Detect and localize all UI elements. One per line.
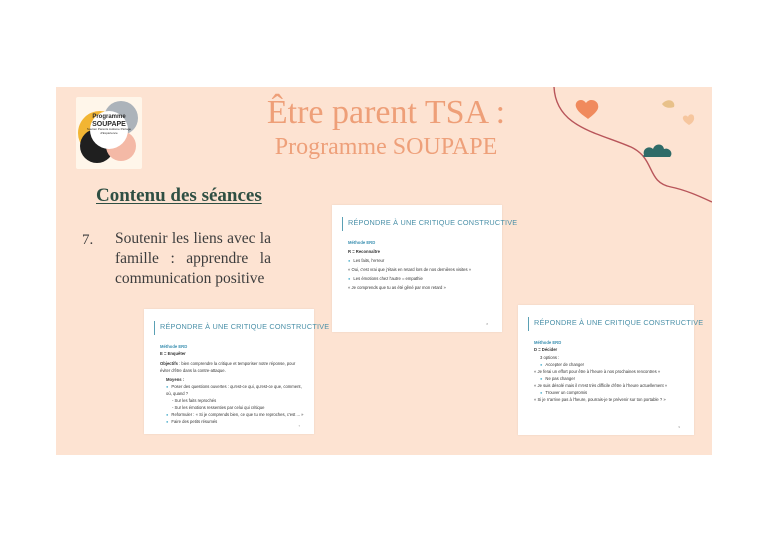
- card-page-number: 7: [298, 424, 300, 428]
- card-bullet: ● Accepter de changer: [534, 361, 686, 368]
- card-quote: « Si je n'arrive pas à l'heure, pourrais-je te prévenir sur ton portable ? »: [534, 397, 666, 402]
- card-title: RÉPONDRE À UNE CRITIQUE CONSTRUCTIVE: [160, 322, 330, 331]
- slide-thumbnail-reconnaitre: [332, 205, 518, 332]
- slide-thumbnail-decider: [518, 305, 704, 435]
- section-heading: Contenu des séances: [96, 185, 262, 206]
- list-item-text: Soutenir les liens avec la famille : apprendre la communication positive: [115, 230, 271, 287]
- logo-tagline: Soutien Parents Autisme Partage d'Expérience: [86, 127, 132, 135]
- card-title: RÉPONDRE À UNE CRITIQUE CONSTRUCTIVE: [534, 318, 704, 327]
- card-method: Méthode ERD: [348, 240, 376, 245]
- programme-logo: [76, 97, 142, 169]
- card-body: [160, 343, 306, 425]
- card-page-number: 9: [678, 425, 680, 429]
- list-item-number: 7.: [82, 232, 94, 248]
- card-accent-bar: [342, 217, 343, 231]
- logo-line2: SOUPAPE: [92, 121, 126, 128]
- card-quote: « Je comprends que tu as été gêné par mon retard »: [348, 285, 446, 290]
- card-accent-bar: [528, 317, 529, 331]
- slide: [56, 87, 712, 455]
- heart-icon: [576, 100, 599, 119]
- card-bullet: ● Ne pas changer: [534, 375, 686, 382]
- card-sub-bullet: - Sur les émotions ressenties par celui qui critique: [172, 405, 265, 410]
- leaf-icon: [662, 100, 674, 108]
- card-title: RÉPONDRE À UNE CRITIQUE CONSTRUCTIVE: [348, 218, 518, 227]
- slide-thumbnail-enqueter: [144, 309, 330, 434]
- card-accent-bar: [154, 321, 155, 335]
- objectif-label: Objectifs: [160, 361, 178, 366]
- card-bullet: ● Poser des questions ouvertes : qu'est-ce qui, qu'est-ce que, comment, où, quand ?: [160, 383, 306, 397]
- card-bullet: ● Les émotions chez l'autre = empathie: [348, 275, 494, 282]
- card-page-number: 8: [486, 322, 488, 326]
- small-heart-icon: [683, 114, 694, 125]
- slide-subtitle: Programme SOUPAPE: [274, 134, 498, 160]
- cloud-icon: [643, 145, 671, 158]
- card-method: Méthode ERD: [160, 344, 188, 349]
- card-quote: « Oui, c'est vrai que j'étais en retard lors de nos dernières visites »: [348, 267, 472, 272]
- card-step: R = Reconnaître: [348, 249, 380, 254]
- logo-line1: Programme: [92, 114, 126, 120]
- card-bullet: ● Les faits, l'erreur: [348, 257, 494, 264]
- card-bullet: ● Reformuler : « Si je comprends bien, ce que tu me reproches, c'est ... »: [160, 411, 306, 418]
- card-quote: « Je suis désolé mais il m'est très difficile d'être à l'heure actuellement »: [534, 383, 668, 388]
- card-body: [534, 339, 686, 403]
- card-objectif: [160, 360, 306, 374]
- decorative-curve-icon: [536, 87, 712, 207]
- logo-text: [84, 114, 134, 135]
- card-options: 3 options :: [540, 355, 560, 360]
- card-moyens: Moyens :: [166, 377, 185, 382]
- card-bullet: ● Faire des petits résumés: [160, 418, 306, 425]
- objectif-text: : bien comprendre la critique et temporiser notre réponse, pour éviter d'être dans la contre-attaque.: [160, 361, 296, 373]
- card-method: Méthode ERD: [534, 340, 562, 345]
- card-step: E = Enquêter: [160, 351, 186, 356]
- card-step: D = Décider: [534, 347, 558, 352]
- slide-title: Être parent TSA :: [266, 94, 506, 131]
- card-sub-bullet: - Sur les faits reprochés: [172, 398, 217, 403]
- card-bullet: ● Trouver un compromis: [534, 389, 686, 396]
- card-quote: « Je ferai un effort pour être à l'heure à nos prochaines rencontres »: [534, 369, 661, 374]
- card-body: [348, 239, 494, 291]
